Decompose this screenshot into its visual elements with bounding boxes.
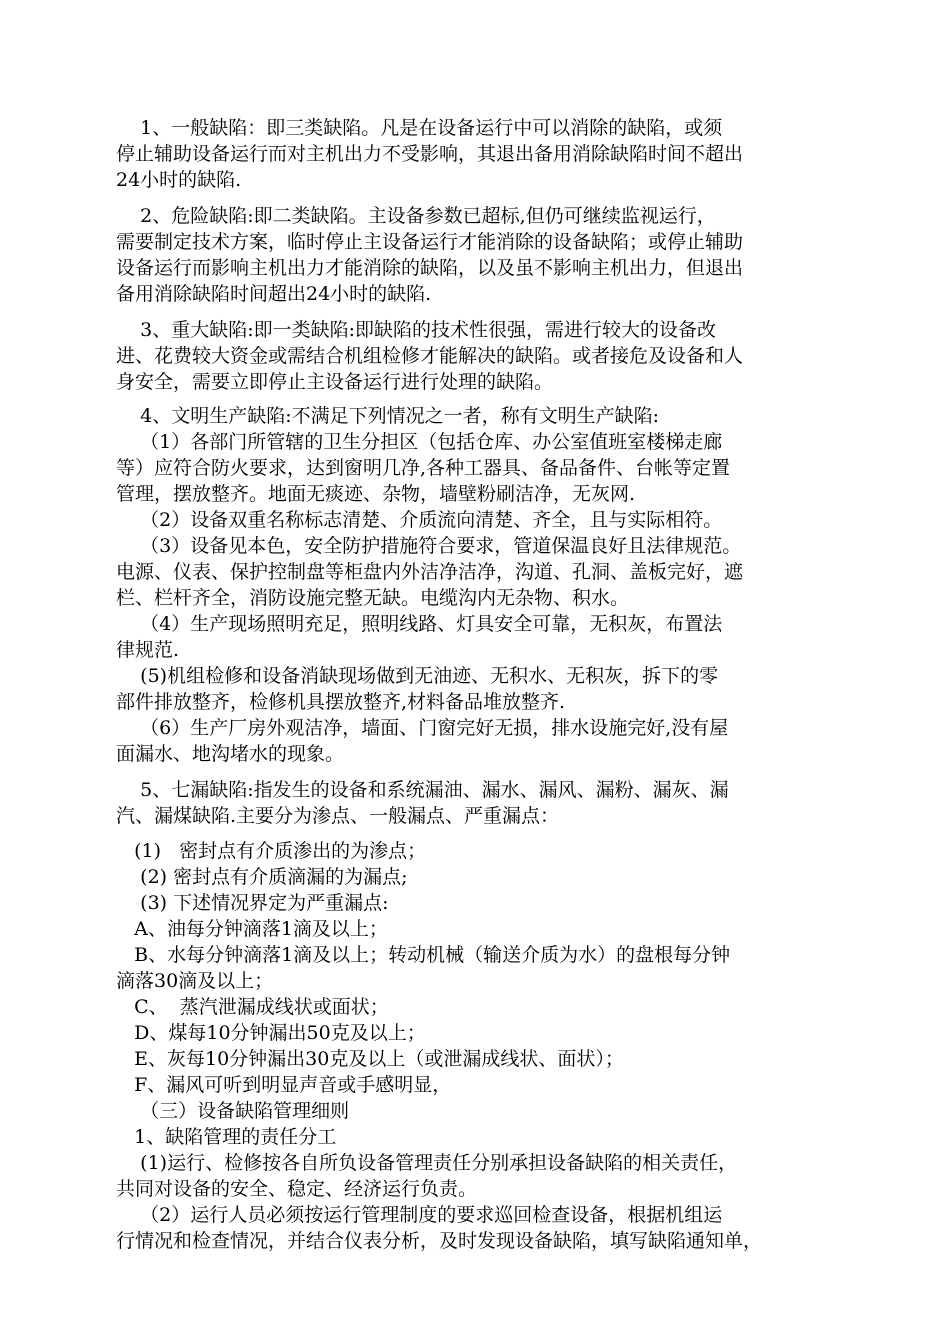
text-line: 律规范. [116,639,180,661]
text-line: (5)机组检修和设备消缺现场做到无油迹、无积水、无积灰，拆下的零 [116,665,719,687]
text-line: 5、七漏缺陷:指发生的设备和系统漏油、漏水、漏风、漏粉、漏灰、漏 [116,779,729,801]
text-line: C、 蒸汽泄漏成线状或面状； [116,996,389,1018]
text-line: 部件排放整齐，检修机具摆放整齐,材料备品堆放整齐. [116,691,566,713]
text-line: 行情况和检查情况，并结合仪表分析，及时发现设备缺陷，填写缺陷通知单， [116,1230,763,1252]
text-line: (1)运行、检修按各自所负设备管理责任分别承担设备缺陷的相关责任， [116,1152,738,1174]
text-line: 2、危险缺陷:即二类缺陷。主设备参数已超标,但仍可继续监视运行， [116,205,716,227]
text-line: B、水每分钟滴落1滴及以上；转动机械（输送介质为水）的盘根每分钟 [116,944,731,966]
text-line: （6）生产厂房外观洁净，墙面、门窗完好无损，排水设施完好,没有屋 [116,717,729,739]
text-line: （3）设备见本色，安全防护措施符合要求，管道保温良好且法律规范。 [116,535,742,557]
text-line: F、漏风可听到明显声音或手感明显， [116,1074,452,1096]
text-line: 共同对设备的安全、稳定、经济运行负责。 [116,1178,478,1200]
text-line: 1、一般缺陷：即三类缺陷。凡是在设备运行中可以消除的缺陷，或须 [116,117,723,139]
text-line: 面漏水、地沟堵水的现象。 [116,743,345,765]
text-line: （4）生产现场照明充足，照明线路、灯具安全可靠，无积灰，布置法 [116,613,723,635]
text-line: A、油每分钟滴落1滴及以上； [116,918,388,940]
text-line: 进、花费较大资金或需结合机组检修才能解决的缺陷。或者接危及设备和人 [116,345,744,367]
text-line: （2）设备双重名称标志清楚、介质流向清楚、齐全，且与实际相符。 [116,509,723,531]
text-line: （1）各部门所管辖的卫生分担区（包括仓库、办公室值班室楼梯走廊 [116,431,723,453]
text-line: 4、文明生产缺陷:不满足下列情况之一者，称有文明生产缺陷: [116,405,660,427]
text-line: 停止辅助设备运行而对主机出力不受影响，其退出备用消除缺陷时间不超出 [116,143,744,165]
text-line: 管理，摆放整齐。地面无痰迹、杂物，墙壁粉刷洁净，无灰网. [116,483,636,505]
text-line: (3) 下述情况界定为严重漏点: [116,892,389,914]
text-line: 滴落30滴及以上； [116,970,274,992]
text-line: 24小时的缺陷. [116,169,242,191]
text-line: 汽、漏煤缺陷.主要分为渗点、一般漏点、严重漏点： [116,805,560,827]
text-line: 栏、栏杆齐全，消防设施完整无缺。电缆沟内无杂物、积水。 [116,587,630,609]
text-line: (2) 密封点有介质滴漏的为漏点; [116,866,408,888]
text-line: 备用消除缺陷时间超出24小时的缺陷. [116,283,432,305]
text-line: 3、重大缺陷:即一类缺陷:即缺陷的技术性很强，需进行较大的设备改 [116,319,717,341]
text-line: 等）应符合防火要求，达到窗明几净,各种工器具、备品备件、台帐等定置 [116,457,731,479]
text-line: 电源、仪表、保护控制盘等柜盘内外洁净洁净，沟道、孔洞、盖板完好，遮 [116,561,744,583]
text-line: 身安全，需要立即停止主设备运行进行处理的缺陷。 [116,371,554,393]
text-line: （三）设备缺陷管理细则 [116,1100,350,1122]
text-line: （2）运行人员必须按运行管理制度的要求巡回检查设备，根据机组运 [116,1204,723,1226]
text-line: D、煤每10分钟漏出50克及以上； [116,1022,426,1044]
text-line: 需要制定技术方案，临时停止主设备运行才能消除的设备缺陷；或停止辅助 [116,231,744,253]
text-line: E、灰每10分钟漏出30克及以上（或泄漏成线状、面状）； [116,1048,624,1070]
text-line: 设备运行而影响主机出力才能消除的缺陷，以及虽不影响主机出力，但退出 [116,257,744,279]
text-line: 1、缺陷管理的责任分工 [116,1126,337,1148]
text-line: (1) 密封点有介质渗出的为渗点； [116,840,427,862]
